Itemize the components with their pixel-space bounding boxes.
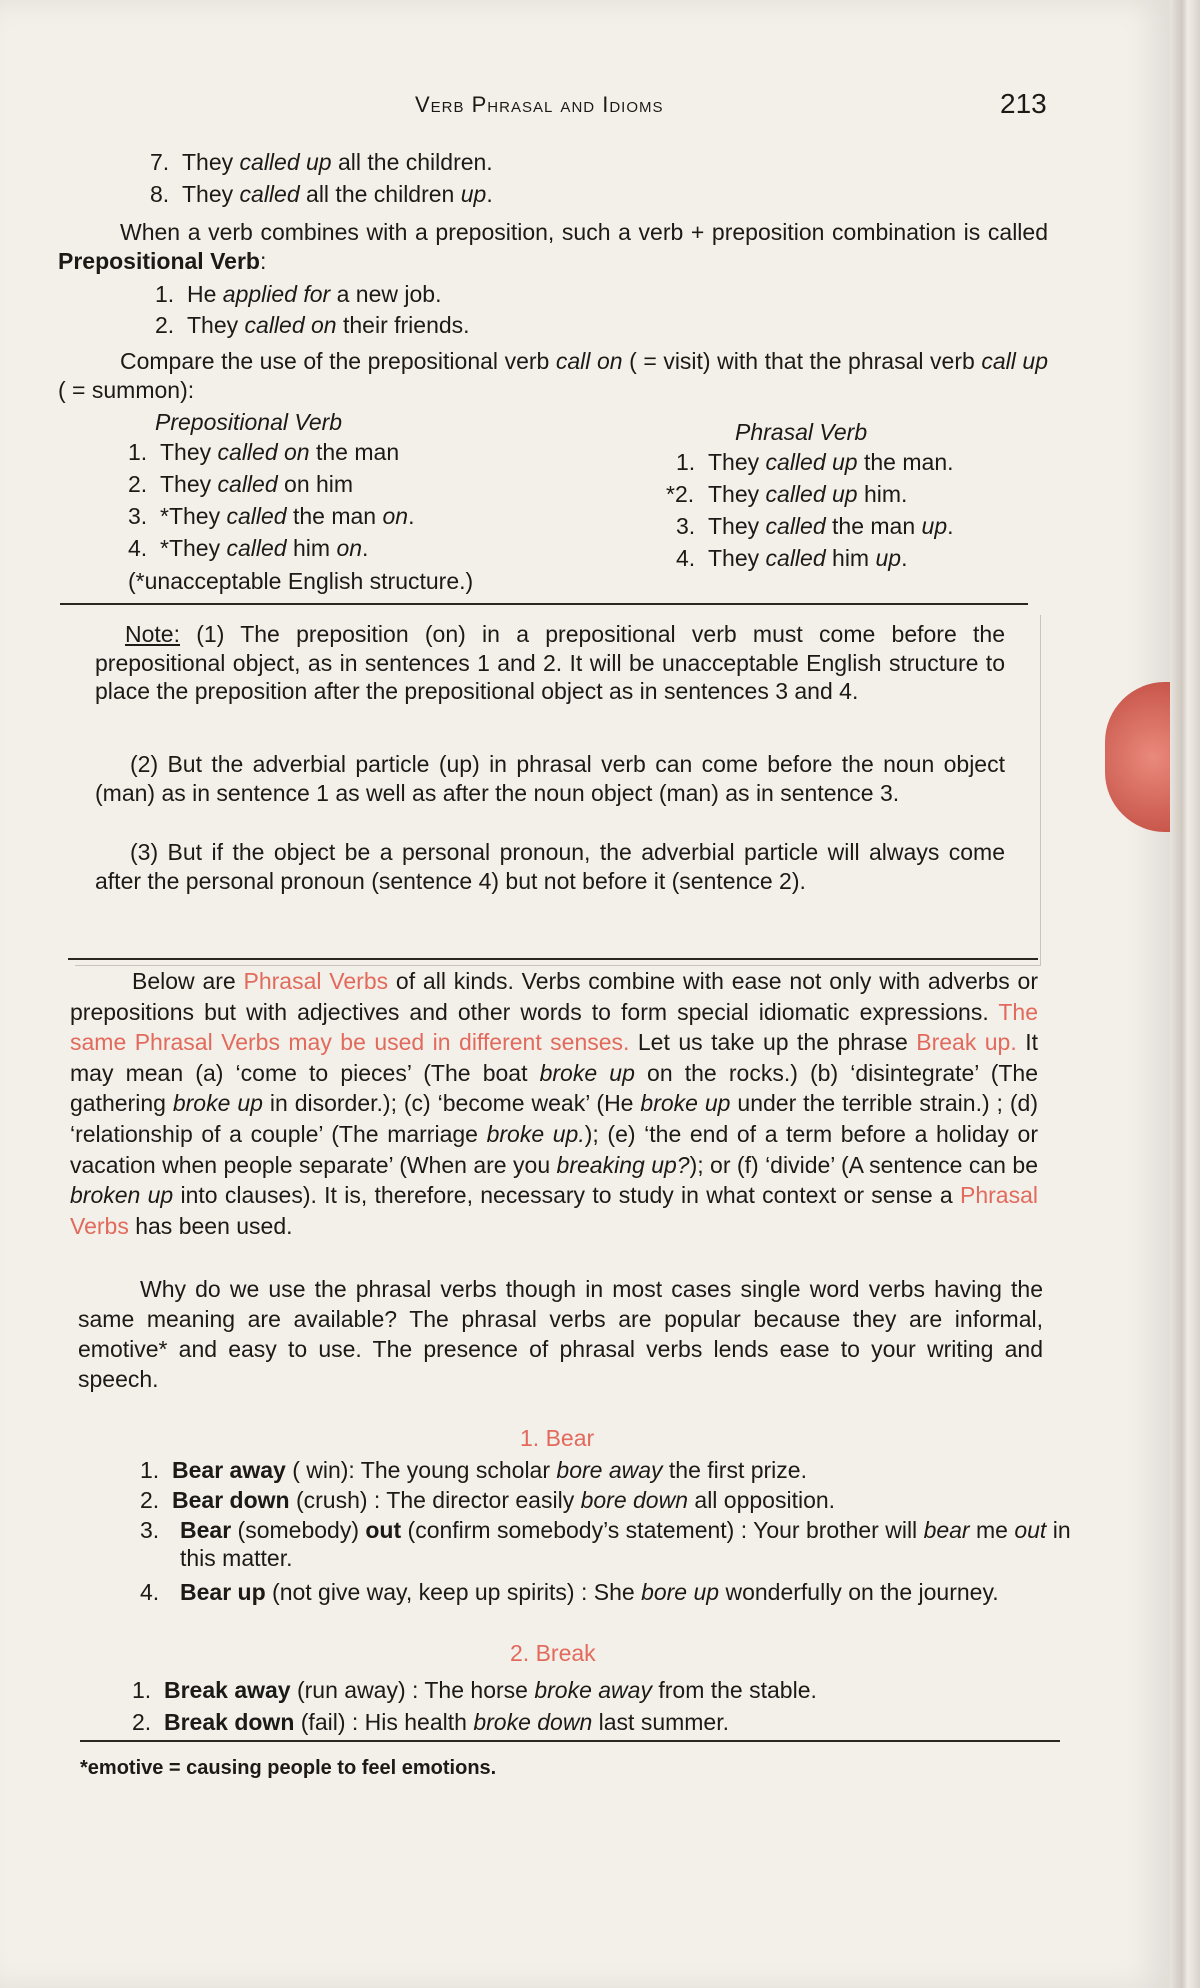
example-7: 7. They called up all the children. bbox=[150, 149, 493, 175]
page-edge bbox=[1170, 0, 1200, 1988]
running-head: Verb Phrasal and Idioms bbox=[415, 92, 664, 117]
divider bbox=[68, 958, 1038, 960]
example-8: 8. They called all the children up. bbox=[150, 181, 493, 207]
column-head-phrasal: Phrasal Verb bbox=[735, 419, 868, 445]
list-item: 3. Bear (somebody) out (confirm somebody’s statement) : Your brother will bear me out in this matter. bbox=[140, 1517, 1071, 1571]
compare-paragraph: Compare the use of the prepositional verb call on ( = visit) with that the phrasal verb call up ( = summon): bbox=[58, 348, 1049, 403]
section-title-bear: 1. Bear bbox=[520, 1425, 595, 1451]
unacceptable-footnote: (*unacceptable English structure.) bbox=[128, 568, 474, 594]
phrasal-col-item: 4. They called him up. bbox=[676, 545, 908, 571]
prep-col-item: 3. *They called the man on. bbox=[128, 503, 415, 529]
footnote-emotive: *emotive = causing people to feel emotions. bbox=[80, 1757, 497, 1779]
list-item: 2. Bear down (crush) : The director easily bore down all opposition. bbox=[140, 1487, 836, 1513]
divider bbox=[60, 603, 1028, 605]
prep-verb-intro: When a verb combines with a preposition, such a verb + preposition combination is called Prepositional Verb: bbox=[58, 219, 1048, 274]
section-title-break: 2. Break bbox=[510, 1640, 596, 1666]
page-header bbox=[0, 88, 1170, 132]
note-paragraph-3: (3) But if the object be a personal pronoun, the adverbial particle will always come after the personal pronoun (sentence 4) but not before it (sentence 2). bbox=[95, 839, 1005, 894]
list-item: 4. Bear up (not give way, keep up spirits) : She bore up wonderfully on the journey. bbox=[140, 1579, 999, 1605]
divider bbox=[80, 1740, 1060, 1742]
body-paragraph-2: Why do we use the phrasal verbs though in most cases single word verbs having the same meaning are available? The phrasal verbs are popular because they are informal, emotive* and easy to use. The presence of phrasal verbs lends ease to your writing and speech. bbox=[78, 1276, 1043, 1392]
prep-col-item: 1. They called on the man bbox=[128, 439, 400, 465]
phrasal-col-item: 1. They called up the man. bbox=[676, 449, 954, 475]
note-paragraph-1: Note: (1) The preposition (on) in a prepositional verb must come before the prepositional object, as in sentences 1 and 2. It will be unacceptable English structure to place the preposition after the prepositional object as in sentences 3 and 4. bbox=[95, 621, 1005, 705]
list-item: 2. Break down (fail) : His health broke down last summer. bbox=[132, 1709, 730, 1735]
prep-example-2: 2. They called on their friends. bbox=[155, 312, 470, 338]
phrasal-col-item: 3. They called the man up. bbox=[676, 513, 954, 539]
page-number: 213 bbox=[1000, 88, 1047, 119]
prep-col-item: 2. They called on him bbox=[128, 471, 354, 497]
prep-example-1: 1. He applied for a new job. bbox=[155, 281, 442, 307]
list-item: 1. Bear away ( win): The young scholar bore away the first prize. bbox=[140, 1457, 807, 1483]
column-head-prepositional: Prepositional Verb bbox=[155, 409, 343, 435]
phrasal-col-item: *2. They called up him. bbox=[666, 481, 908, 507]
prep-col-item: 4. *They called him on. bbox=[128, 535, 369, 561]
body-paragraph-1: Below are Phrasal Verbs of all kinds. Verbs combine with ease not only with adverbs or prepositions but with adjectives and other words to form special idiomatic expressions. The same Phrasal Verbs may be used in different senses. Let us take up the phrase Break up. It may mean (a) ‘come to pieces’ (The boat broke up on the rocks.) (b) ‘disintegrate’ (The gathering broke up in disorder.); (c) ‘become weak’ (He broke up under the terrible strain.) ; (d) ‘relationship of a couple’ (The marriage broke up.); (e) ‘the end of a term before a holiday or vacation when people separate’ (When are you breaking up?); or (f) ‘divide’ (A sentence can be broken up into clauses). It is, therefore, necessary to study in what context or sense a Phrasal Verbs has been used. bbox=[70, 968, 1038, 1239]
note-paragraph-2: (2) But the adverbial particle (up) in phrasal verb can come before the noun object (man) as in sentence 1 as well as after the noun object (man) as in sentence 3. bbox=[95, 751, 1005, 806]
list-item: 1. Break away (run away) : The horse broke away from the stable. bbox=[132, 1677, 817, 1703]
